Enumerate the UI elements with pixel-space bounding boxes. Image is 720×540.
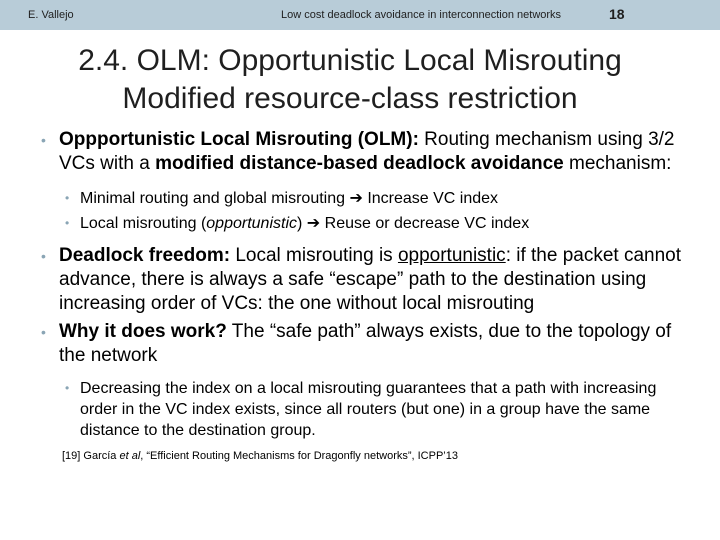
bullet-why-text: The “safe path” always exists, due to the topology of the network	[59, 321, 672, 366]
slide-title-line-1: 2.4. OLM: Opportunistic Local Misrouting	[78, 44, 622, 77]
slide-title-line-2: Modified resource-class restriction	[122, 82, 578, 115]
bullet-dot-icon: •	[41, 248, 46, 264]
bullet-deadlock-freedom	[41, 244, 684, 316]
bullet-deadlock-text-b: : if the packet cannot advance, there is always a safe “escape” path to the destination using increasing order of VCs: the one without local misrouting	[59, 245, 682, 314]
sub-bullet-2-text-a: Local misrouting (	[80, 215, 207, 232]
bullet-deadlock-text-a: Local misrouting is	[230, 245, 398, 266]
header-title: Low cost deadlock avoidance in interconnection networks	[281, 9, 562, 21]
bullet-dot-icon: •	[65, 191, 70, 205]
header-band	[0, 0, 720, 30]
sub-bullet-2-text-b: )	[297, 215, 307, 232]
bullet-why-it-works	[41, 320, 684, 368]
bullet-deadlock-bold: Deadlock freedom:	[59, 245, 231, 266]
bullet-dot-icon: •	[41, 324, 46, 340]
bullet-olm	[41, 128, 684, 176]
sub-bullet-local-misrouting	[65, 213, 680, 234]
slide-title	[0, 42, 700, 118]
header-author: E. Vallejo	[28, 9, 74, 21]
bullet-dot-icon: •	[41, 132, 46, 148]
right-arrow-icon: ➔	[349, 190, 363, 207]
sub-bullet-decreasing-index	[65, 378, 680, 441]
sub-bullet-2-italic: opportunistic	[206, 215, 297, 232]
bullet-olm-text-a: Routing mechanism using 3/2 VCs with a	[59, 129, 675, 174]
bullet-dot-icon: •	[65, 381, 70, 395]
sub-bullet-minimal-routing	[65, 188, 680, 209]
bullet-olm-bold-a: Oppportunistic Local Misrouting (OLM):	[59, 129, 419, 150]
bullet-dot-icon: •	[65, 216, 70, 230]
bullet-deadlock-underlined: opportunistic	[397, 245, 506, 266]
right-arrow-icon: ➔	[306, 215, 321, 232]
reference-prefix: [19] García	[62, 450, 120, 462]
bullet-olm-text-b: mechanism:	[563, 153, 672, 174]
reference-suffix: , “Efficient Routing Mechanisms for Dragonfly networks”, ICPP’13	[140, 450, 458, 462]
sub-bullet-3-text: Decreasing the index on a local misrouting guarantees that a path with increasing order in the VC index exists, since all routers (but one) in a group have the same distance to the destination group.	[80, 380, 657, 439]
bullet-why-bold: Why it does work?	[59, 321, 227, 342]
bullet-olm-bold-b: modified distance-based deadlock avoidance	[155, 153, 564, 174]
page-number: 18	[609, 6, 625, 22]
sub-bullet-2-result: Reuse or decrease VC index	[320, 215, 530, 232]
sub-bullet-1-text: Minimal routing and global misrouting	[80, 190, 350, 207]
slide-content	[0, 128, 720, 463]
reference-citation	[62, 449, 720, 463]
reference-italic: et al	[119, 450, 141, 462]
sub-bullet-1-result: Increase VC index	[362, 190, 499, 207]
